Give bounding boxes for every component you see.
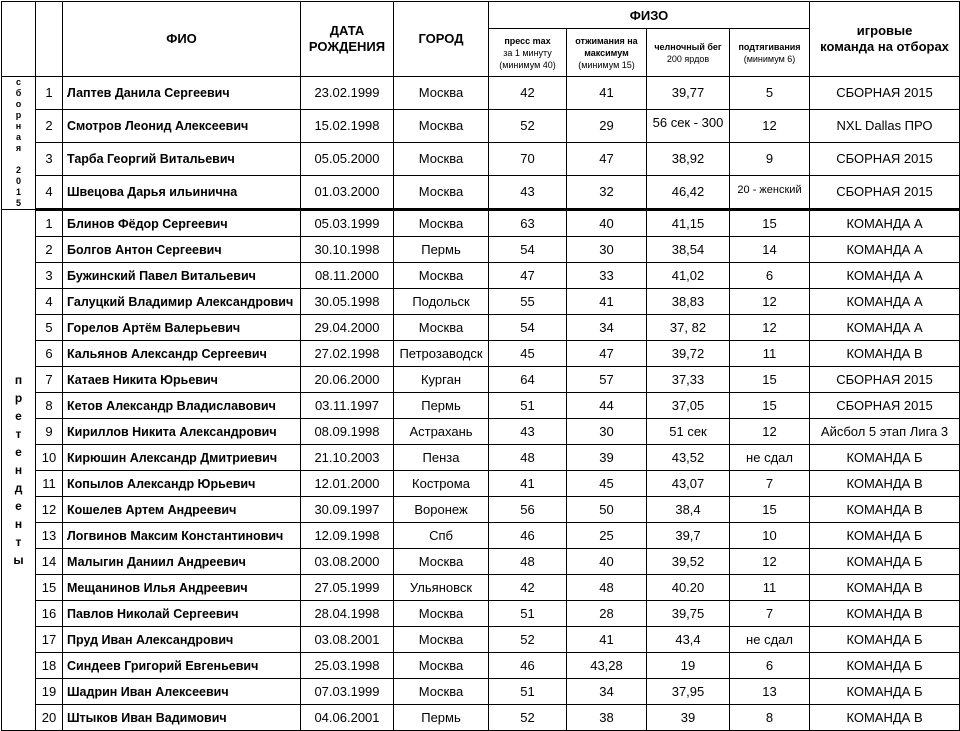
team: КОМАНДА В [810, 601, 960, 627]
pullups-header: подтягивания (минимум 6) [730, 29, 810, 77]
row-number: 3 [36, 142, 63, 175]
team: КОМАНДА В [810, 575, 960, 601]
team: КОМАНДА В [810, 341, 960, 367]
player-name: Горелов Артём Валерьевич [63, 315, 301, 341]
table-row [2, 705, 960, 731]
team: КОМАНДА Б [810, 445, 960, 471]
shuttle-result: 40.20 [647, 575, 730, 601]
shuttle-result: 38,54 [647, 237, 730, 263]
shuttle-result: 39 [647, 705, 730, 731]
pushups-result: 39 [567, 445, 647, 471]
birth-date: 03.08.2001 [301, 627, 394, 653]
birth-date: 08.11.2000 [301, 263, 394, 289]
city: Москва [394, 315, 489, 341]
table-row [2, 523, 960, 549]
team: КОМАНДА Б [810, 653, 960, 679]
player-name: Кошелев Артем Андреевич [63, 497, 301, 523]
pushups-result: 33 [567, 263, 647, 289]
row-number: 7 [36, 367, 63, 393]
row-number: 1 [36, 210, 63, 237]
shuttle-result: 37,05 [647, 393, 730, 419]
pullups-result: 10 [730, 523, 810, 549]
corner-cell [2, 2, 36, 77]
team: СБОРНАЯ 2015 [810, 393, 960, 419]
press-result: 51 [489, 393, 567, 419]
press-result: 43 [489, 419, 567, 445]
table-row [2, 367, 960, 393]
player-name: Лаптев Данила Сергеевич [63, 77, 301, 110]
row-number: 12 [36, 497, 63, 523]
city: Москва [394, 627, 489, 653]
press-result: 54 [489, 315, 567, 341]
row-number: 5 [36, 315, 63, 341]
press-result: 52 [489, 705, 567, 731]
shuttle-result: 39,7 [647, 523, 730, 549]
birth-date: 21.10.2003 [301, 445, 394, 471]
pullups-result: 12 [730, 289, 810, 315]
player-name: Копылов Александр Юрьевич [63, 471, 301, 497]
players-table [1, 1, 960, 731]
pullups-result: 15 [730, 367, 810, 393]
row-number: 11 [36, 471, 63, 497]
dob-header: ДАТА РОЖДЕНИЯ [301, 2, 394, 77]
press-result: 51 [489, 601, 567, 627]
shuttle-header: челночный бег 200 ярдов [647, 29, 730, 77]
pushups-result: 34 [567, 679, 647, 705]
fio-header: ФИО [63, 2, 301, 77]
city: Москва [394, 549, 489, 575]
table-row [2, 237, 960, 263]
team: КОМАНДА В [810, 705, 960, 731]
player-name: Кетов Александр Владиславович [63, 393, 301, 419]
press-result: 46 [489, 653, 567, 679]
city: Пермь [394, 705, 489, 731]
row-number: 9 [36, 419, 63, 445]
table-row [2, 142, 960, 175]
number-header [36, 2, 63, 77]
city: Пермь [394, 237, 489, 263]
pushups-result: 41 [567, 627, 647, 653]
birth-date: 01.03.2000 [301, 175, 394, 209]
team: КОМАНДА А [810, 237, 960, 263]
pushups-result: 57 [567, 367, 647, 393]
player-name: Болгов Антон Сергеевич [63, 237, 301, 263]
shuttle-result: 37,95 [647, 679, 730, 705]
shuttle-result: 46,42 [647, 175, 730, 209]
shuttle-result: 39,77 [647, 77, 730, 110]
team: СБОРНАЯ 2015 [810, 77, 960, 110]
pullups-result: 6 [730, 653, 810, 679]
birth-date: 27.05.1999 [301, 575, 394, 601]
team: КОМАНДА А [810, 210, 960, 237]
pushups-result: 30 [567, 419, 647, 445]
pullups-result: не сдал [730, 445, 810, 471]
row-number: 4 [36, 175, 63, 209]
row-number: 2 [36, 237, 63, 263]
pushups-result: 43,28 [567, 653, 647, 679]
candidates-group-label: п р е т е н д е н т ы [2, 210, 36, 731]
pushups-header: отжимания на максимум (минимум 15) [567, 29, 647, 77]
pullups-result: 5 [730, 77, 810, 110]
press-result: 70 [489, 142, 567, 175]
team: КОМАНДА В [810, 497, 960, 523]
shuttle-result: 38,4 [647, 497, 730, 523]
row-number: 10 [36, 445, 63, 471]
city: Москва [394, 679, 489, 705]
birth-date: 29.04.2000 [301, 315, 394, 341]
birth-date: 12.01.2000 [301, 471, 394, 497]
shuttle-result: 39,72 [647, 341, 730, 367]
city: Москва [394, 653, 489, 679]
table-row [2, 575, 960, 601]
pushups-result: 47 [567, 341, 647, 367]
shuttle-result: 39,52 [647, 549, 730, 575]
shuttle-result: 19 [647, 653, 730, 679]
city: Ульяновск [394, 575, 489, 601]
row-number: 17 [36, 627, 63, 653]
city: Москва [394, 77, 489, 110]
row-number: 14 [36, 549, 63, 575]
player-name: Пруд Иван Александрович [63, 627, 301, 653]
team: КОМАНДА Б [810, 627, 960, 653]
table-row [2, 289, 960, 315]
team: КОМАНДА А [810, 289, 960, 315]
pushups-result: 32 [567, 175, 647, 209]
table-row [2, 210, 960, 237]
birth-date: 23.02.1999 [301, 77, 394, 110]
pushups-result: 34 [567, 315, 647, 341]
birth-date: 25.03.1998 [301, 653, 394, 679]
city: Москва [394, 109, 489, 142]
row-number: 19 [36, 679, 63, 705]
shuttle-result: 43,07 [647, 471, 730, 497]
team: КОМАНДА В [810, 471, 960, 497]
press-result: 63 [489, 210, 567, 237]
team: СБОРНАЯ 2015 [810, 142, 960, 175]
shuttle-result: 37,33 [647, 367, 730, 393]
press-result: 47 [489, 263, 567, 289]
press-result: 52 [489, 627, 567, 653]
table-row [2, 471, 960, 497]
press-result: 52 [489, 109, 567, 142]
pullups-result: 7 [730, 471, 810, 497]
birth-date: 03.11.1997 [301, 393, 394, 419]
team: КОМАНДА А [810, 263, 960, 289]
player-name: Кальянов Александр Сергеевич [63, 341, 301, 367]
pullups-result: 20 - женский [730, 175, 810, 209]
shuttle-result: 51 сек [647, 419, 730, 445]
city-header: ГОРОД [394, 2, 489, 77]
pullups-result: 12 [730, 549, 810, 575]
team: СБОРНАЯ 2015 [810, 367, 960, 393]
press-header: пресс max за 1 минуту (минимум 40) [489, 29, 567, 77]
press-result: 43 [489, 175, 567, 209]
pushups-result: 50 [567, 497, 647, 523]
pushups-result: 41 [567, 77, 647, 110]
shuttle-result: 56 сек - 300 [647, 109, 730, 142]
pullups-result: 15 [730, 210, 810, 237]
birth-date: 05.03.1999 [301, 210, 394, 237]
pullups-result: 15 [730, 497, 810, 523]
table-row [2, 445, 960, 471]
pullups-result: 7 [730, 601, 810, 627]
pullups-result: 11 [730, 575, 810, 601]
table-row [2, 175, 960, 209]
table-row [2, 679, 960, 705]
player-name: Катаев Никита Юрьевич [63, 367, 301, 393]
shuttle-result: 39,75 [647, 601, 730, 627]
row-number: 4 [36, 289, 63, 315]
team: КОМАНДА Б [810, 523, 960, 549]
table-row [2, 109, 960, 142]
city: Москва [394, 175, 489, 209]
fizo-header: ФИЗО [489, 2, 810, 29]
birth-date: 07.03.1999 [301, 679, 394, 705]
birth-date: 08.09.1998 [301, 419, 394, 445]
birth-date: 27.02.1998 [301, 341, 394, 367]
press-result: 42 [489, 575, 567, 601]
birth-date: 05.05.2000 [301, 142, 394, 175]
birth-date: 28.04.1998 [301, 601, 394, 627]
birth-date: 12.09.1998 [301, 523, 394, 549]
player-name: Малыгин Даниил Андреевич [63, 549, 301, 575]
player-name: Блинов Фёдор Сергеевич [63, 210, 301, 237]
row-number: 6 [36, 341, 63, 367]
team-header: игровые команда на отборах [810, 2, 960, 77]
pullups-result: 12 [730, 315, 810, 341]
press-result: 42 [489, 77, 567, 110]
press-result: 54 [489, 237, 567, 263]
table-row [2, 77, 960, 110]
pushups-result: 41 [567, 289, 647, 315]
press-result: 48 [489, 445, 567, 471]
city: Петрозаводск [394, 341, 489, 367]
pushups-result: 25 [567, 523, 647, 549]
shuttle-result: 37, 82 [647, 315, 730, 341]
team: КОМАНДА А [810, 315, 960, 341]
pushups-result: 30 [567, 237, 647, 263]
team: КОМАНДА Б [810, 679, 960, 705]
national-team-group-label: с б о р н а я 2 0 1 5 [2, 77, 36, 210]
pullups-result: 6 [730, 263, 810, 289]
team: КОМАНДА Б [810, 549, 960, 575]
pushups-result: 40 [567, 549, 647, 575]
city: Воронеж [394, 497, 489, 523]
table-row [2, 263, 960, 289]
press-result: 41 [489, 471, 567, 497]
pushups-result: 48 [567, 575, 647, 601]
birth-date: 15.02.1998 [301, 109, 394, 142]
birth-date: 30.09.1997 [301, 497, 394, 523]
pushups-result: 47 [567, 142, 647, 175]
player-name: Смотров Леонид Алексеевич [63, 109, 301, 142]
team: СБОРНАЯ 2015 [810, 175, 960, 209]
pushups-result: 45 [567, 471, 647, 497]
pullups-result: 9 [730, 142, 810, 175]
player-name: Галуцкий Владимир Александрович [63, 289, 301, 315]
table-row [2, 393, 960, 419]
press-result: 56 [489, 497, 567, 523]
player-name: Кирюшин Александр Дмитриевич [63, 445, 301, 471]
row-number: 3 [36, 263, 63, 289]
table-row [2, 315, 960, 341]
table-row [2, 549, 960, 575]
city: Москва [394, 210, 489, 237]
pullups-result: не сдал [730, 627, 810, 653]
row-number: 20 [36, 705, 63, 731]
pushups-result: 28 [567, 601, 647, 627]
birth-date: 04.06.2001 [301, 705, 394, 731]
team: Айсбол 5 этап Лига 3 [810, 419, 960, 445]
row-number: 16 [36, 601, 63, 627]
press-result: 51 [489, 679, 567, 705]
press-result: 64 [489, 367, 567, 393]
player-name: Бужинский Павел Витальевич [63, 263, 301, 289]
shuttle-result: 38,92 [647, 142, 730, 175]
pushups-result: 44 [567, 393, 647, 419]
player-name: Логвинов Максим Константинович [63, 523, 301, 549]
pullups-result: 15 [730, 393, 810, 419]
team: NXL Dallas ПРО [810, 109, 960, 142]
shuttle-result: 43,4 [647, 627, 730, 653]
player-name: Швецова Дарья ильинична [63, 175, 301, 209]
player-name: Синдеев Григорий Евгеньевич [63, 653, 301, 679]
press-result: 48 [489, 549, 567, 575]
pushups-result: 29 [567, 109, 647, 142]
city: Астрахань [394, 419, 489, 445]
row-number: 13 [36, 523, 63, 549]
press-result: 55 [489, 289, 567, 315]
city: Пермь [394, 393, 489, 419]
press-result: 45 [489, 341, 567, 367]
player-name: Мещанинов Илья Андреевич [63, 575, 301, 601]
shuttle-result: 41,15 [647, 210, 730, 237]
city: Москва [394, 601, 489, 627]
row-number: 15 [36, 575, 63, 601]
city: Подольск [394, 289, 489, 315]
pullups-result: 11 [730, 341, 810, 367]
table-row [2, 653, 960, 679]
shuttle-result: 43,52 [647, 445, 730, 471]
city: Спб [394, 523, 489, 549]
row-number: 1 [36, 77, 63, 110]
player-name: Штыков Иван Вадимович [63, 705, 301, 731]
birth-date: 30.05.1998 [301, 289, 394, 315]
pullups-result: 12 [730, 419, 810, 445]
table-row [2, 497, 960, 523]
city: Курган [394, 367, 489, 393]
birth-date: 03.08.2000 [301, 549, 394, 575]
player-name: Шадрин Иван Алексеевич [63, 679, 301, 705]
pullups-result: 8 [730, 705, 810, 731]
birth-date: 20.06.2000 [301, 367, 394, 393]
city: Москва [394, 263, 489, 289]
shuttle-result: 38,83 [647, 289, 730, 315]
row-number: 2 [36, 109, 63, 142]
player-name: Павлов Николай Сергеевич [63, 601, 301, 627]
city: Пенза [394, 445, 489, 471]
table-row [2, 341, 960, 367]
pushups-result: 40 [567, 210, 647, 237]
press-result: 46 [489, 523, 567, 549]
shuttle-result: 41,02 [647, 263, 730, 289]
city: Москва [394, 142, 489, 175]
pullups-result: 13 [730, 679, 810, 705]
table-row [2, 419, 960, 445]
table-row [2, 627, 960, 653]
row-number: 18 [36, 653, 63, 679]
table-row [2, 601, 960, 627]
birth-date: 30.10.1998 [301, 237, 394, 263]
pullups-result: 14 [730, 237, 810, 263]
player-name: Кириллов Никита Александрович [63, 419, 301, 445]
city: Кострома [394, 471, 489, 497]
players-body [2, 77, 960, 731]
player-name: Тарба Георгий Витальевич [63, 142, 301, 175]
pullups-result: 12 [730, 109, 810, 142]
pushups-result: 38 [567, 705, 647, 731]
row-number: 8 [36, 393, 63, 419]
